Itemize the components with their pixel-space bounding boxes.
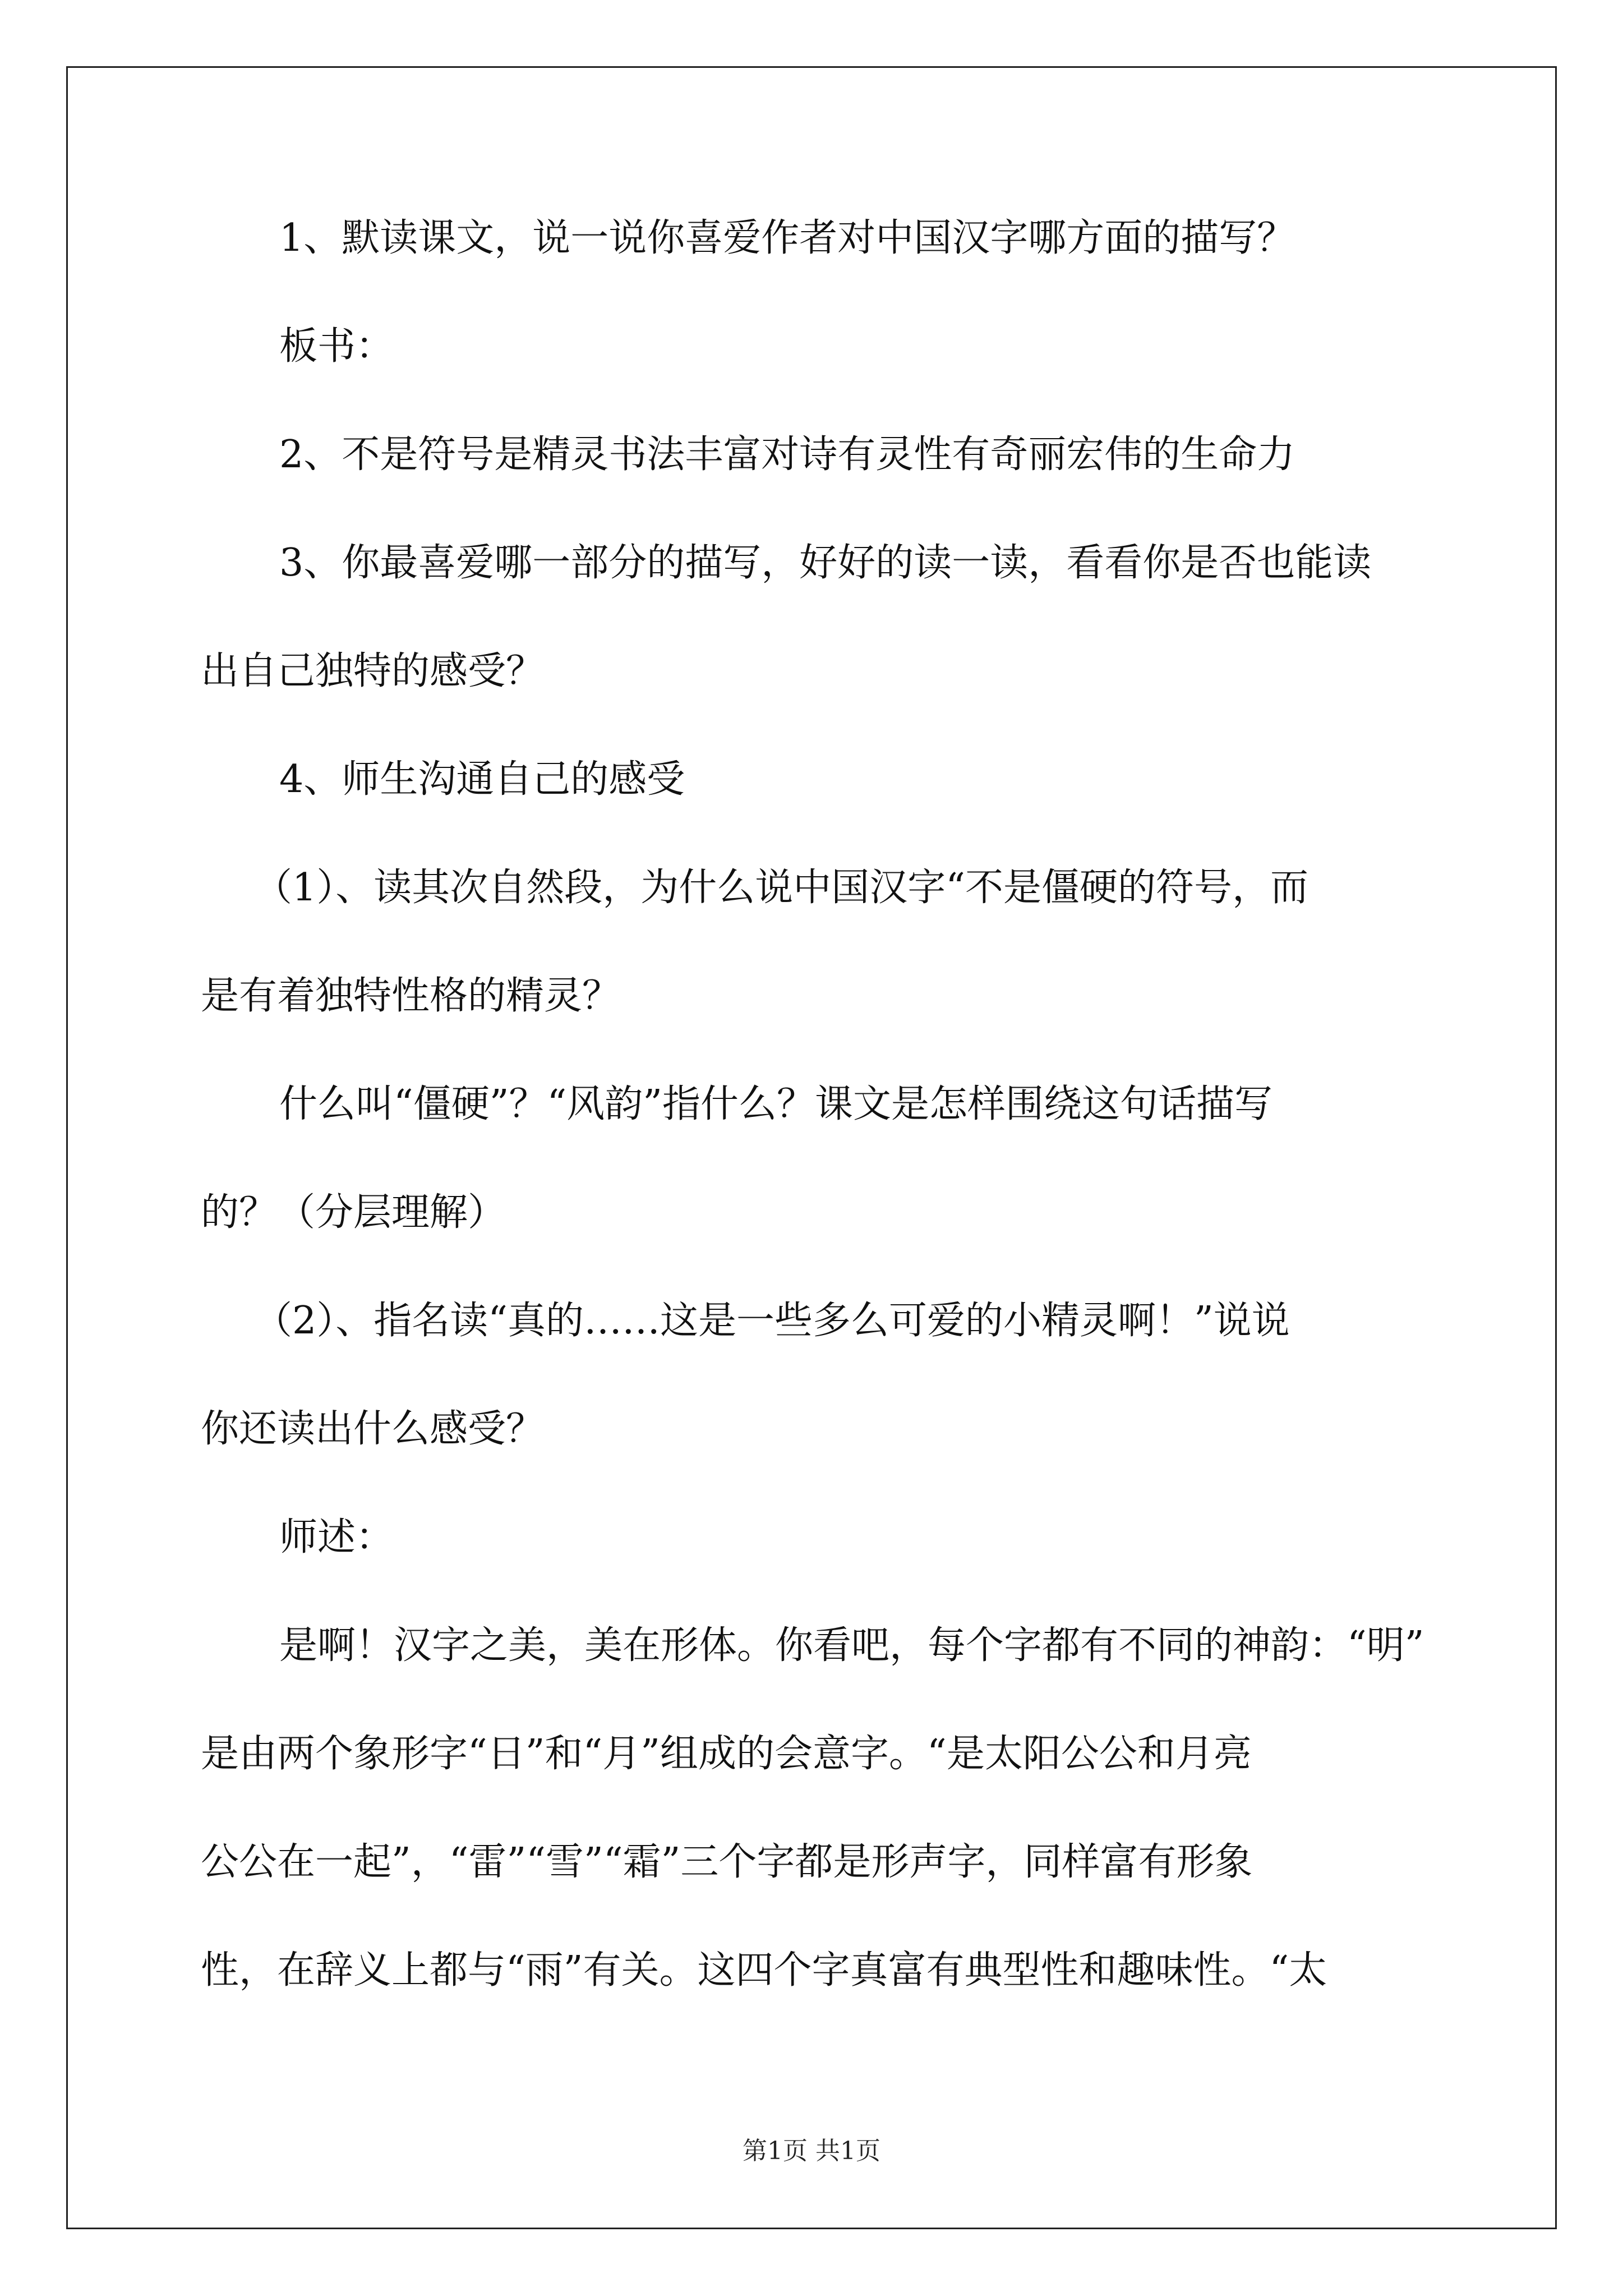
- paragraph-4-line-2: 出自己独特的感受？: [201, 649, 545, 693]
- paragraph-4-line-1: 3、你最喜爱哪一部分的描写，好好的读一读，看看你是否也能读: [279, 541, 1372, 585]
- paragraph-10-line-3: 公公在一起”，“雷”“雪”“霜”三个字都是形声字，同样富有形象: [201, 1840, 1253, 1884]
- paragraph-6-line-2: 是有着独特性格的精灵？: [201, 974, 621, 1018]
- page-footer: 第1页 共1页: [743, 2137, 880, 2165]
- paragraph-2-line-1: 板书：: [279, 324, 394, 369]
- page-border: [66, 66, 1557, 2229]
- paragraph-6-line-1: （1）、读其次自然段，为什么说中国汉字“不是僵硬的符号，而: [254, 866, 1309, 910]
- paragraph-9-line-1: 师述：: [279, 1515, 394, 1559]
- paragraph-8-line-2: 你还读出什么感受？: [201, 1407, 545, 1451]
- paragraph-5-line-1: 4、师生沟通自己的感受: [279, 757, 685, 802]
- paragraph-10-line-1: 是啊！汉字之美，美在形体。你看吧，每个字都有不同的神韵：“明”: [279, 1623, 1424, 1668]
- paragraph-7-line-1: 什么叫“僵硬”？“风韵”指什么？课文是怎样围绕这句话描写: [279, 1082, 1273, 1126]
- paragraph-7-line-2: 的？（分层理解）: [201, 1190, 506, 1235]
- paragraph-8-line-1: （2）、指名读“真的……这是一些多么可爱的小精灵啊！”说说: [254, 1299, 1290, 1343]
- paragraph-10-line-4: 性，在辞义上都与“雨”有关。这四个字真富有典型性和趣味性。“太: [201, 1948, 1327, 1993]
- paragraph-3-line-1: 2、不是符号是精灵书法丰富对诗有灵性有奇丽宏伟的生命力: [279, 432, 1295, 477]
- paragraph-10-line-2: 是由两个象形字“日”和“月”组成的会意字。“是太阳公公和月亮: [201, 1732, 1252, 1776]
- paragraph-1-line-1: 1、默读课文，说一说你喜爱作者对中国汉字哪方面的描写？: [279, 216, 1295, 260]
